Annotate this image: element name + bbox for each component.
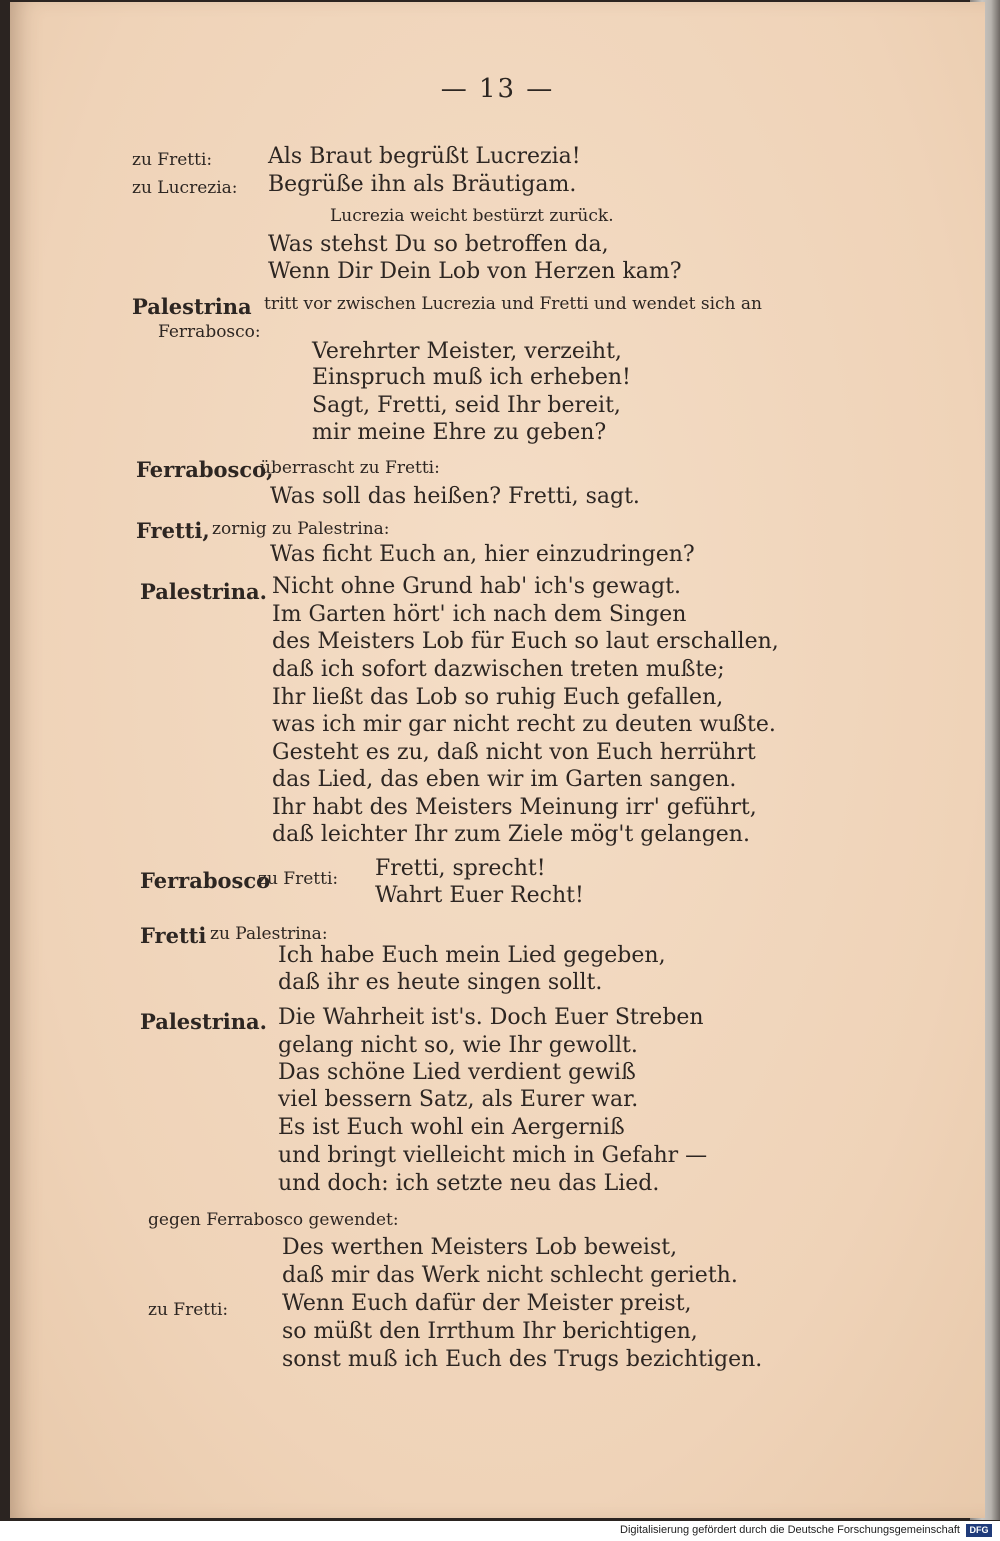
stage-direction: gegen Ferrabosco gewendet: bbox=[148, 1210, 399, 1230]
verse-line: das Lied, das eben wir im Garten sangen. bbox=[272, 767, 737, 792]
verse-line: Was stehst Du so betroffen da, bbox=[268, 232, 609, 257]
speaker-name: Palestrina bbox=[132, 294, 252, 319]
verse-line: was ich mir gar nicht recht zu deuten wußte. bbox=[272, 712, 776, 737]
verse-line: Wahrt Euer Recht! bbox=[375, 883, 584, 908]
book-page bbox=[10, 2, 985, 1518]
verse-line: sonst muß ich Euch des Trugs bezichtigen. bbox=[282, 1347, 763, 1372]
stage-direction: tritt vor zwischen Lucrezia und Fretti und wendet sich an bbox=[264, 294, 762, 314]
verse-line: Des werthen Meisters Lob beweist, bbox=[282, 1235, 678, 1260]
verse-line: Es ist Euch wohl ein Aergerniß bbox=[278, 1115, 625, 1140]
verse-line: Nicht ohne Grund hab' ich's gewagt. bbox=[272, 574, 681, 599]
stage-direction: zu Fretti: bbox=[132, 150, 213, 170]
verse-line: Ihr ließt das Lob so ruhig Euch gefallen, bbox=[272, 685, 724, 710]
speaker-name: Ferrabosco bbox=[140, 868, 271, 893]
verse-line: daß ihr es heute singen sollt. bbox=[278, 970, 603, 995]
speaker-name: Fretti, bbox=[136, 518, 210, 543]
stage-direction: zu Fretti: bbox=[258, 869, 339, 889]
page-number: — 13 — bbox=[440, 74, 555, 104]
verse-line: Begrüße ihn als Bräutigam. bbox=[268, 172, 577, 197]
verse-line: Ich habe Euch mein Lied gegeben, bbox=[278, 943, 666, 968]
verse-line: Verehrter Meister, verzeiht, bbox=[312, 339, 622, 364]
speaker-name: Palestrina. bbox=[140, 579, 267, 604]
speaker-name: Ferrabosco, bbox=[136, 457, 274, 482]
verse-line: Das schöne Lied verdient gewiß bbox=[278, 1060, 636, 1085]
verse-line: Einspruch muß ich erheben! bbox=[312, 365, 631, 390]
speaker-name: Fretti bbox=[140, 923, 207, 948]
stage-direction: zornig zu Palestrina: bbox=[212, 519, 390, 539]
stage-direction: überrascht zu Fretti: bbox=[260, 458, 440, 478]
footer-bar bbox=[0, 1521, 1000, 1541]
verse-line: Sagt, Fretti, seid Ihr bereit, bbox=[312, 393, 621, 418]
verse-line: Als Braut begrüßt Lucrezia! bbox=[268, 144, 581, 169]
verse-line: Wenn Dir Dein Lob von Herzen kam? bbox=[268, 259, 682, 284]
dfg-logo-icon: DFG bbox=[966, 1524, 992, 1537]
verse-line: daß ich sofort dazwischen treten mußte; bbox=[272, 657, 725, 682]
verse-line: Im Garten hört' ich nach dem Singen bbox=[272, 602, 687, 627]
verse-line: und bringt vielleicht mich in Gefahr — bbox=[278, 1143, 708, 1168]
stage-direction: Lucrezia weicht bestürzt zurück. bbox=[330, 206, 614, 226]
stage-direction: zu Lucrezia: bbox=[132, 178, 238, 198]
verse-line: Was ficht Euch an, hier einzudringen? bbox=[270, 542, 695, 567]
verse-line: Fretti, sprecht! bbox=[375, 856, 546, 881]
verse-line: Die Wahrheit ist's. Doch Euer Streben bbox=[278, 1005, 704, 1030]
verse-line: gelang nicht so, wie Ihr gewollt. bbox=[278, 1033, 638, 1058]
verse-line: und doch: ich setzte neu das Lied. bbox=[278, 1171, 660, 1196]
verse-line: so müßt den Irrthum Ihr berichtigen, bbox=[282, 1319, 698, 1344]
verse-line: viel bessern Satz, als Eurer war. bbox=[278, 1087, 639, 1112]
stage-direction: zu Fretti: bbox=[148, 1300, 229, 1320]
verse-line: Was soll das heißen? Fretti, sagt. bbox=[270, 484, 640, 509]
funding-note: Digitalisierung gefördert durch die Deutsche Forschungsgemeinschaft bbox=[620, 1524, 960, 1536]
verse-line: Wenn Euch dafür der Meister preist, bbox=[282, 1291, 692, 1316]
stage-direction: zu Palestrina: bbox=[210, 924, 328, 944]
verse-line: Ihr habt des Meisters Meinung irr' geführt, bbox=[272, 795, 757, 820]
verse-line: daß mir das Werk nicht schlecht gerieth. bbox=[282, 1263, 738, 1288]
speaker-name: Palestrina. bbox=[140, 1009, 267, 1034]
verse-line: des Meisters Lob für Euch so laut erschallen, bbox=[272, 629, 779, 654]
verse-line: mir meine Ehre zu geben? bbox=[312, 420, 607, 445]
verse-line: Gesteht es zu, daß nicht von Euch herrührt bbox=[272, 740, 756, 765]
stage-direction: Ferrabosco: bbox=[158, 322, 261, 342]
verse-line: daß leichter Ihr zum Ziele mög't gelangen. bbox=[272, 822, 750, 847]
